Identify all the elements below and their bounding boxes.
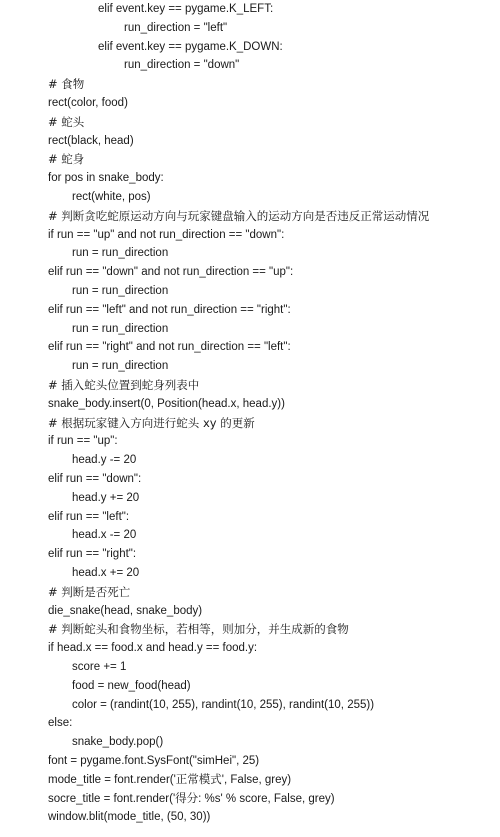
code-line: run_direction = "down": [124, 59, 240, 72]
code-line: head.y += 20: [72, 491, 140, 504]
code-line: window.blit(mode_title, (50, 30)): [48, 811, 211, 824]
code-line: head.y -= 20: [72, 454, 137, 467]
code-line: run = run_direction: [72, 285, 169, 297]
code-line: elif run == "down":: [48, 473, 142, 485]
code-line: font = pygame.font.SysFont("simHei", 25): [48, 755, 260, 767]
code-line: snake_body.insert(0, Position(head.x, head.y)): [48, 397, 285, 410]
code-line: rect(white, pos): [72, 191, 151, 203]
code-line: run = run_direction: [72, 360, 169, 373]
code-line: mode_title = font.render('正常模式', False, grey): [48, 773, 292, 786]
code-line: snake_body.pop(): [72, 736, 164, 749]
code-line: die_snake(head, snake_body): [48, 604, 203, 617]
code-line: elif run == "left":: [48, 510, 130, 523]
code-line: rect(color, food): [48, 97, 128, 109]
comment-line: # 蛇身: [48, 152, 85, 167]
code-line: run = run_direction: [72, 322, 169, 335]
code-line: elif run == "right" and not run_direction == "left":: [48, 341, 291, 354]
code-line: rect(black, head): [48, 134, 134, 147]
comment-line: # 插入蛇头位置到蛇身列表中: [48, 378, 200, 392]
code-line: if run == "up":: [48, 435, 118, 448]
code-line: score += 1: [72, 661, 127, 673]
code-line: socre_title = font.render('得分: %s' % score, False, grey): [48, 792, 335, 805]
code-line: elif run == "right":: [48, 548, 137, 561]
code-line: food = new_food(head): [72, 679, 191, 692]
code-line: head.x += 20: [72, 567, 140, 579]
code-line: elif run == "left" and not run_direction == "right":: [48, 303, 291, 316]
comment-line: # 食物: [48, 77, 85, 92]
code-line: if run == "up" and not run_direction == "down":: [48, 228, 285, 241]
comment-line: # 判断蛇头和食物坐标，若相等，则加分，并生成新的食物: [48, 622, 349, 637]
comment-line: # 根据玩家键入方向进行蛇头 xy 的更新: [48, 415, 255, 430]
code-line: elif event.key == pygame.K_DOWN:: [98, 40, 283, 53]
code-line: elif run == "down" and not run_direction == "up":: [48, 266, 294, 279]
code-line: run_direction = "left": [124, 21, 228, 34]
code-line: head.x -= 20: [72, 529, 137, 542]
code-line: elif event.key == pygame.K_LEFT:: [98, 3, 274, 15]
code-line: else:: [48, 717, 73, 730]
code-line: run = run_direction: [72, 247, 169, 260]
comment-line: # 判断是否死亡: [48, 584, 131, 599]
code-line: color = (randint(10, 255), randint(10, 255), randint(10, 255)): [72, 698, 375, 711]
comment-line: # 判断贪吃蛇原运动方向与玩家键盘输入的运动方向是否违反正常运动情况: [48, 208, 430, 223]
code-line: for pos in snake_body:: [48, 172, 164, 185]
code-line: if head.x == food.x and head.y == food.y:: [48, 642, 258, 655]
comment-line: # 蛇头: [48, 114, 85, 129]
